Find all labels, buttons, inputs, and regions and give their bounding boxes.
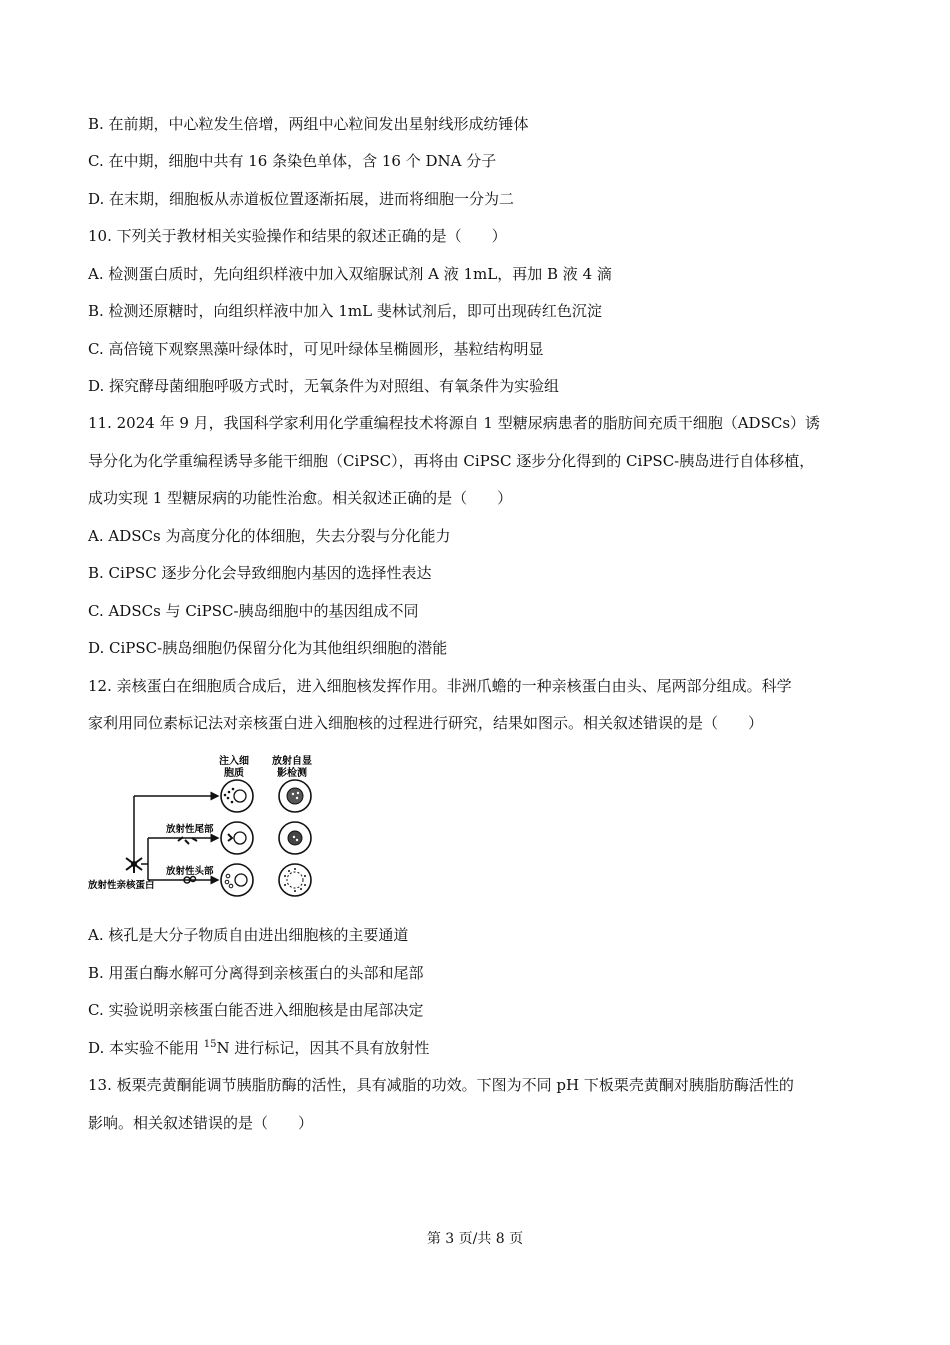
q12-option-d [88,1038,878,1058]
q12-option-d-prefix: D. 本实验不能用 [88,1039,204,1057]
q11-option-c: C. ADSCs 与 CiPSC-胰岛细胞中的基因组成不同 [88,602,419,620]
cell-row3-result [279,864,311,896]
label-autoradiography-1: 放射自显 [272,756,312,767]
cell-row3-injected [221,864,253,896]
q9-option-d: D. 在末期，细胞板从赤道板位置逐渐拓展，进而将细胞一分为二 [88,190,515,208]
q9-option-b: B. 在前期，中心粒发生倍增，两组中心粒间发出星射线形成纺锤体 [88,115,529,133]
label-radioactive-tail: 放射性尾部 [166,824,214,835]
q10-option-d: D. 探究酵母菌细胞呼吸方式时，无氧条件为对照组、有氧条件为实验组 [88,377,560,395]
label-radioactive-head: 放射性头部 [166,866,214,877]
q13-stem-line2: 影响。相关叙述错误的是（ ） [88,1114,314,1132]
page-footer: 第 3 页/共 8 页 [426,1231,524,1247]
label-inject-1: 注入细 [219,756,249,767]
q11-option-b: B. CiPSC 逐步分化会导致细胞内基因的选择性表达 [88,564,432,582]
q11-option-d: D. CiPSC-胰岛细胞仍保留分化为其他组织细胞的潜能 [88,639,448,657]
cell-row1-injected [221,780,253,812]
q12-stem-line1: 12. 亲核蛋白在细胞质合成后，进入细胞核发挥作用。非洲爪蟾的一种亲核蛋白由头、尾两部分组成。科学 [88,677,792,695]
label-radioactive-protein: 放射性亲核蛋白 [88,880,155,891]
q9-option-c: C. 在中期，细胞中共有 16 条染色单体，含 16 个 DNA 分子 [88,152,497,170]
q12-stem-line2: 家利用同位素标记法对亲核蛋白进入细胞核的过程进行研究，结果如图示。相关叙述错误的是（ ） [88,714,764,732]
q11-stem-line3: 成功实现 1 型糖尿病的功能性治愈。相关叙述正确的是（ ） [88,489,513,507]
q12-option-a: A. 核孔是大分子物质自由进出细胞核的主要通道 [88,926,409,944]
q12-option-b: B. 用蛋白酶水解可分离得到亲核蛋白的头部和尾部 [88,964,424,982]
q12-option-c: C. 实验说明亲核蛋白能否进入细胞核是由尾部决定 [88,1001,424,1019]
q10-option-c: C. 高倍镜下观察黑藻叶绿体时，可见叶绿体呈椭圆形，基粒结构明显 [88,340,544,358]
label-autoradiography-2: 影检测 [277,768,307,779]
q12-option-d-suffix: N 进行标记，因其不具有放射性 [216,1039,430,1057]
q12-option-d-superscript: 15 [203,1039,217,1050]
cell-row1-result [279,780,311,812]
cell-row2-result [279,822,311,854]
q11-stem-line1: 11. 2024 年 9 月，我国科学家利用化学重编程技术将源自 1 型糖尿病患者的脂肪间充质干细胞（ADSCs）诱 [88,414,821,432]
cell-row2-injected [221,822,253,854]
label-inject-2: 胞质 [224,768,244,779]
q10-option-b: B. 检测还原糖时，向组织样液中加入 1mL 斐林试剂后，即可出现砖红色沉淀 [88,302,602,320]
q11-stem-line2: 导分化为化学重编程诱导多能干细胞（CiPSC），再将由 CiPSC 逐步分化得到的 CiPSC-胰岛进行自体移植， [88,452,815,470]
q10-stem: 10. 下列关于教材相关实验操作和结果的叙述正确的是（ ） [88,227,507,245]
q11-option-a: A. ADSCs 为高度分化的体细胞，失去分裂与分化能力 [88,527,451,545]
nuclear-protein-experiment-diagram [86,752,326,902]
q13-stem-line1: 13. 板栗壳黄酮能调节胰脂肪酶的活性，具有减脂的功效。下图为不同 pH 下板栗壳黄酮对胰脂肪酶活性的 [88,1076,794,1094]
q10-option-a: A. 检测蛋白质时，先向组织样液中加入双缩脲试剂 A 液 1mL，再加 B 液 4 滴 [88,265,612,283]
